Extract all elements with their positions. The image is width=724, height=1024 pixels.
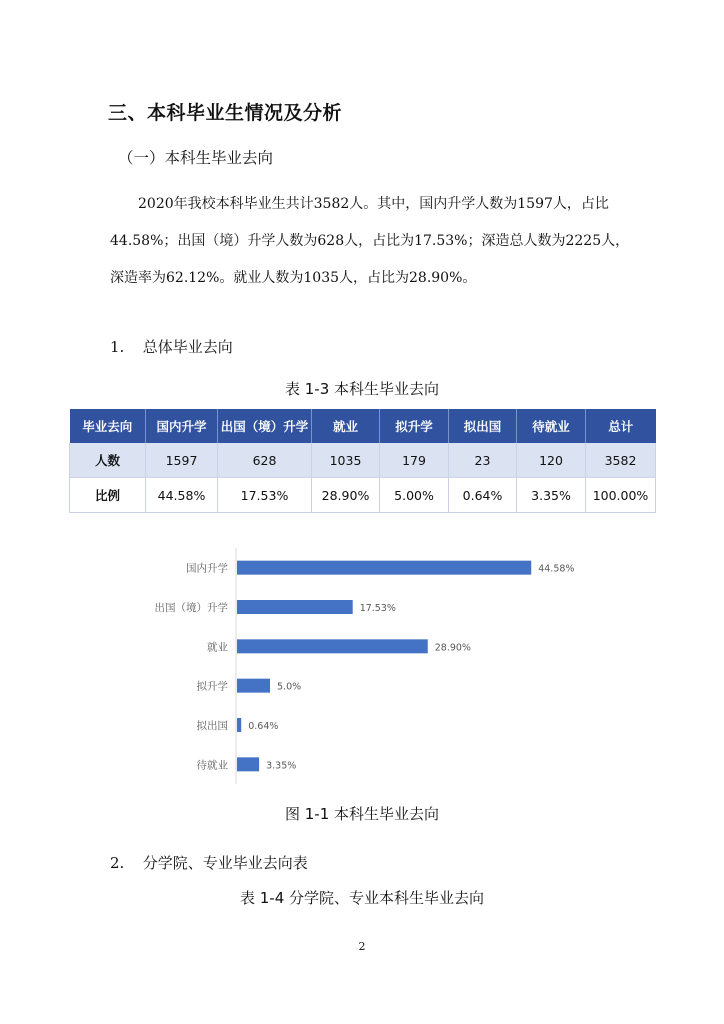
table-header-cell: 拟出国 [449,409,517,443]
category-label: 就业 [207,641,228,654]
table-cell: 3.35% [517,478,586,513]
bar [237,718,241,732]
data-label: 3.35% [266,760,297,772]
bar [237,639,428,653]
table-cell: 44.58% [146,478,218,513]
data-label: 28.90% [434,642,471,654]
category-label: 出国（境）升学 [154,602,228,614]
item-number: 2. [110,854,125,872]
category-label: 拟升学 [196,680,228,693]
paragraph-line-2: 44.58%；出国（境）升学人数为628人，占比为17.53%；深造总人数为2225人， [110,233,630,249]
data-label: 17.53% [359,603,396,614]
table-header-cell: 总计 [586,409,656,443]
table-header-cell: 毕业去向 [70,409,146,443]
table-row-header: 人数 [70,443,146,478]
bar-chart-svg [0,540,724,790]
item-heading-overall [110,336,233,357]
table-row-header: 比例 [70,478,146,513]
bar [237,600,353,614]
category-label: 国内升学 [186,562,228,575]
table-header-cell: 国内升学 [146,409,218,443]
table-cell: 100.00% [586,478,656,513]
data-label: 0.64% [248,721,279,732]
table-cell: 0.64% [449,478,517,513]
table-cell: 628 [218,443,312,478]
paragraph-line-3: 深造率为62.12%。就业人数为1035人，占比为28.90%。 [110,270,477,286]
item-title: 总体毕业去向 [142,338,233,356]
table2-caption: 表 1-4 分学院、专业本科生毕业去向 [239,889,485,907]
category-label: 待就业 [196,759,228,772]
item-heading-by-college [110,852,308,873]
table-header-cell: 就业 [312,409,380,443]
table-cell: 5.00% [380,478,449,513]
table-cell: 28.90% [312,478,380,513]
table-cell: 1597 [146,443,218,478]
table-header-cell: 拟升学 [380,409,449,443]
destination-bar-chart [0,540,724,790]
bar [237,757,259,771]
table-cell: 1035 [312,443,380,478]
table-cell: 179 [380,443,449,478]
paragraph-line-1: 2020年我校本科毕业生共计3582人。其中，国内升学人数为1597人，占比 [138,196,609,212]
table-header-cell: 出国（境）升学 [218,409,312,443]
table-cell: 120 [517,443,586,478]
item-title: 分学院、专业毕业去向表 [142,854,308,872]
figure-caption: 图 1-1 本科生毕业去向 [284,805,440,823]
summary-paragraph [110,186,630,297]
table-cell: 17.53% [218,478,312,513]
page-number: 2 [358,940,366,953]
table-row-count [70,443,656,478]
table-header-row [70,409,656,443]
bar [237,679,270,693]
data-label: 5.0% [277,681,302,693]
category-label: 拟出国 [196,720,228,732]
table-cell: 23 [449,443,517,478]
data-label: 44.58% [538,563,575,575]
subsection-title: （一）本科生毕业去向 [118,149,274,167]
section-title: 三、本科毕业生情况及分析 [108,102,343,124]
table-cell: 3582 [586,443,656,478]
graduate-destination-table [69,409,656,513]
item-number: 1. [110,338,125,356]
table-header-cell: 待就业 [517,409,586,443]
table-caption: 表 1-3 本科生毕业去向 [284,380,440,398]
bar [237,561,531,575]
table-row-ratio [70,478,656,513]
